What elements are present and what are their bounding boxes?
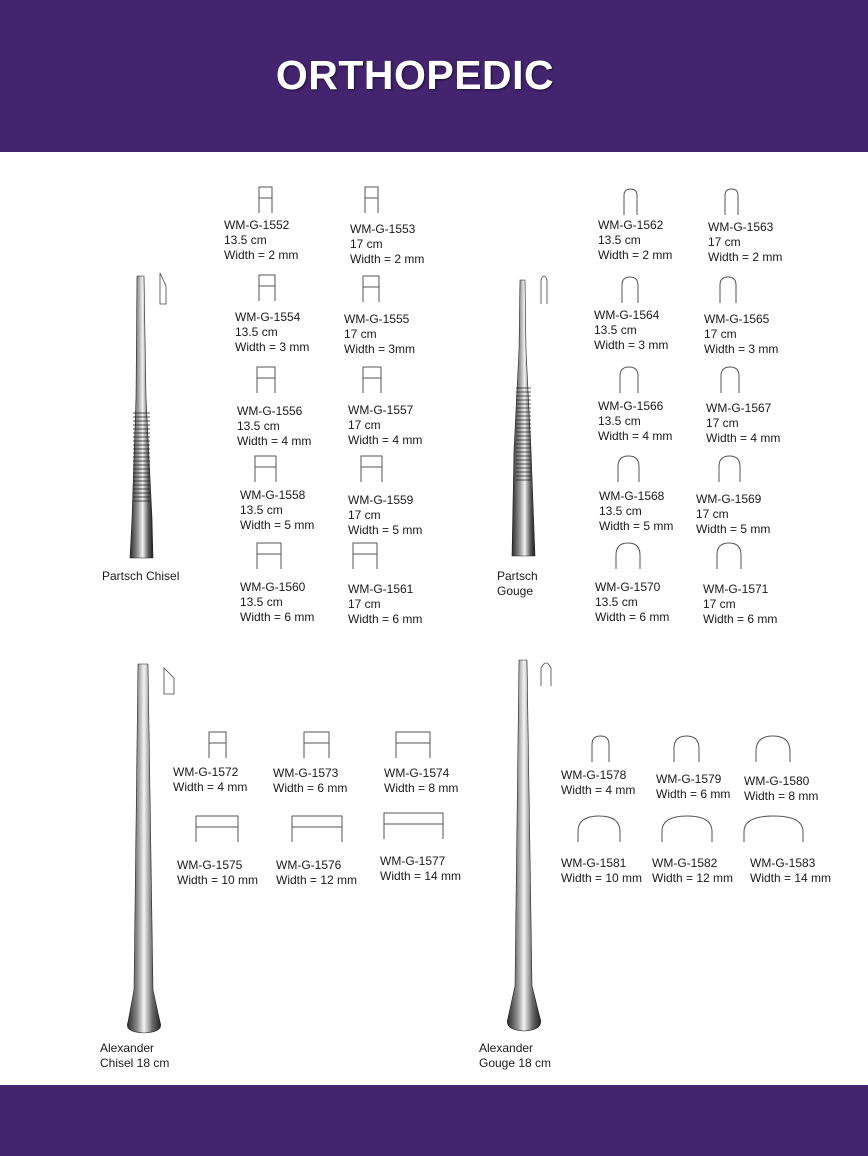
chisel-profile-icon — [256, 366, 276, 394]
product-code: WM-G-1573 — [273, 766, 339, 780]
product-item — [276, 858, 357, 888]
chisel-profile-icon — [362, 366, 382, 394]
product-width: Width = 12 mm — [276, 873, 358, 887]
gouge-profile-icon — [623, 188, 638, 216]
product-code: WM-G-1572 — [173, 765, 239, 779]
product-item — [344, 312, 415, 357]
product-item — [599, 489, 673, 534]
section-name-label — [100, 1041, 169, 1071]
product-width: Width = 10 mm — [561, 871, 643, 885]
product-item — [348, 582, 422, 627]
product-item — [704, 312, 778, 357]
product-code: WM-G-1560 — [240, 580, 306, 594]
product-length: 13.5 cm — [598, 414, 641, 428]
product-code: WM-G-1576 — [276, 858, 342, 872]
section-name-line: Alexander — [100, 1041, 155, 1055]
chisel-profile-icon — [291, 815, 343, 843]
product-item — [224, 218, 298, 263]
product-length: 17 cm — [703, 597, 736, 611]
product-code: WM-G-1553 — [350, 222, 416, 236]
product-width: Width = 5 mm — [240, 518, 315, 532]
product-width: Width = 6 mm — [273, 781, 348, 795]
gouge-profile-icon — [718, 455, 741, 483]
product-item — [703, 582, 777, 627]
section-name-line: Partsch Chisel — [102, 569, 180, 583]
section-name-line: Chisel 18 cm — [100, 1056, 170, 1070]
product-item — [561, 856, 642, 886]
product-code: WM-G-1557 — [348, 403, 414, 417]
product-item — [348, 403, 422, 448]
gouge-profile-icon — [673, 735, 700, 763]
product-length: 13.5 cm — [598, 233, 641, 247]
product-code: WM-G-1559 — [348, 493, 414, 507]
product-length: 17 cm — [696, 507, 729, 521]
product-item — [348, 493, 422, 538]
page-title: ORTHOPEDIC — [275, 52, 555, 98]
gouge-profile-icon — [577, 815, 621, 843]
product-width: Width = 14 mm — [380, 869, 462, 883]
chisel-profile-icon — [383, 812, 444, 840]
product-length: 17 cm — [344, 327, 377, 341]
product-code: WM-G-1565 — [704, 312, 770, 326]
product-width: Width = 2 mm — [598, 248, 673, 262]
product-width: Width = 5 mm — [696, 522, 771, 536]
section-name-label — [497, 569, 538, 599]
product-item — [273, 766, 347, 796]
product-code: WM-G-1556 — [237, 404, 303, 418]
product-width: Width = 8 mm — [744, 789, 819, 803]
section-name-line: Gouge 18 cm — [479, 1056, 552, 1070]
product-code: WM-G-1555 — [344, 312, 410, 326]
product-width: Width = 2 mm — [224, 248, 299, 262]
product-code: WM-G-1569 — [696, 492, 762, 506]
product-item — [380, 854, 461, 884]
alexander-gouge-image — [498, 656, 564, 1036]
gouge-profile-icon — [615, 542, 641, 570]
chisel-profile-icon — [208, 731, 227, 759]
gouge-profile-icon — [720, 366, 740, 394]
product-width: Width = 4 mm — [173, 780, 248, 794]
product-item — [706, 401, 780, 446]
product-width: Width = 4 mm — [561, 783, 636, 797]
gouge-profile-icon — [619, 366, 639, 394]
product-width: Width = 6 mm — [348, 612, 423, 626]
product-length: 17 cm — [348, 597, 381, 611]
product-item — [750, 856, 831, 886]
product-code: WM-G-1577 — [380, 854, 446, 868]
product-width: Width = 5 mm — [599, 519, 674, 533]
product-width: Width = 3 mm — [704, 342, 779, 356]
chisel-profile-icon — [360, 455, 383, 483]
product-code: WM-G-1566 — [598, 399, 664, 413]
product-item — [594, 308, 668, 353]
section-name-line: Partsch — [497, 569, 538, 583]
product-item — [598, 218, 672, 263]
gouge-profile-icon — [743, 815, 804, 843]
product-item — [384, 766, 458, 796]
product-width: Width = 12 mm — [652, 871, 734, 885]
gouge-profile-icon — [755, 735, 791, 763]
section-name-label — [102, 569, 179, 584]
product-item — [240, 488, 314, 533]
product-code: WM-G-1582 — [652, 856, 718, 870]
product-item — [561, 768, 635, 798]
gouge-profile-icon — [621, 276, 639, 304]
product-code: WM-G-1561 — [348, 582, 414, 596]
product-item — [708, 220, 782, 265]
footer-band — [0, 1085, 868, 1156]
product-item — [652, 856, 733, 886]
product-width: Width = 3 mm — [594, 338, 669, 352]
product-item — [656, 772, 730, 802]
product-code: WM-G-1581 — [561, 856, 627, 870]
product-code: WM-G-1575 — [177, 858, 243, 872]
section-name-label — [479, 1041, 551, 1071]
gouge-profile-icon — [617, 455, 640, 483]
partsch-gouge-image — [504, 270, 564, 564]
product-width: Width = 8 mm — [384, 781, 459, 795]
chisel-profile-icon — [352, 542, 378, 570]
product-width: Width = 3 mm — [235, 340, 310, 354]
product-code: WM-G-1574 — [384, 766, 450, 780]
product-length: 17 cm — [708, 235, 741, 249]
product-code: WM-G-1563 — [708, 220, 774, 234]
product-code: WM-G-1562 — [598, 218, 664, 232]
product-width: Width = 4 mm — [348, 433, 423, 447]
gouge-profile-icon — [716, 542, 742, 570]
product-item — [235, 310, 309, 355]
header-band — [0, 0, 868, 152]
product-code: WM-G-1578 — [561, 768, 627, 782]
product-code: WM-G-1558 — [240, 488, 306, 502]
section-name-line: Alexander — [479, 1041, 534, 1055]
product-width: Width = 14 mm — [750, 871, 832, 885]
partsch-chisel-image — [122, 268, 182, 564]
product-item — [595, 580, 669, 625]
product-code: WM-G-1580 — [744, 774, 810, 788]
product-item — [696, 492, 770, 537]
product-width: Width = 6 mm — [656, 787, 731, 801]
chisel-profile-icon — [254, 455, 277, 483]
product-length: 13.5 cm — [235, 325, 278, 339]
product-length: 13.5 cm — [237, 419, 280, 433]
product-width: Width = 6 mm — [240, 610, 315, 624]
product-length: 13.5 cm — [240, 595, 283, 609]
gouge-profile-icon — [719, 276, 737, 304]
chisel-profile-icon — [258, 186, 273, 214]
product-code: WM-G-1583 — [750, 856, 816, 870]
gouge-profile-icon — [591, 735, 610, 763]
product-item — [240, 580, 314, 625]
product-code: WM-G-1571 — [703, 582, 769, 596]
product-width: Width = 4 mm — [706, 431, 781, 445]
product-length: 13.5 cm — [240, 503, 283, 517]
product-code: WM-G-1570 — [595, 580, 661, 594]
product-length: 17 cm — [350, 237, 383, 251]
chisel-profile-icon — [258, 274, 276, 302]
gouge-profile-icon — [724, 188, 739, 216]
product-width: Width = 10 mm — [177, 873, 259, 887]
chisel-profile-icon — [364, 186, 379, 214]
product-length: 17 cm — [704, 327, 737, 341]
product-width: Width = 6 mm — [703, 612, 778, 626]
product-code: WM-G-1552 — [224, 218, 290, 232]
gouge-profile-icon — [661, 815, 713, 843]
product-code: WM-G-1554 — [235, 310, 301, 324]
product-item — [177, 858, 258, 888]
product-length: 13.5 cm — [224, 233, 267, 247]
product-width: Width = 6 mm — [595, 610, 670, 624]
alexander-chisel-image — [118, 660, 184, 1038]
product-length: 17 cm — [348, 418, 381, 432]
product-length: 13.5 cm — [594, 323, 637, 337]
chisel-profile-icon — [362, 275, 380, 303]
product-item — [237, 404, 311, 449]
chisel-profile-icon — [256, 542, 282, 570]
chisel-profile-icon — [195, 815, 239, 843]
product-item — [744, 774, 818, 804]
product-width: Width = 4 mm — [237, 434, 312, 448]
product-code: WM-G-1579 — [656, 772, 722, 786]
product-width: Width = 3mm — [344, 342, 416, 356]
product-code: WM-G-1568 — [599, 489, 665, 503]
product-code: WM-G-1567 — [706, 401, 772, 415]
product-width: Width = 2 mm — [350, 252, 425, 266]
product-code: WM-G-1564 — [594, 308, 660, 322]
section-name-line: Gouge — [497, 584, 534, 598]
chisel-profile-icon — [303, 731, 330, 759]
product-width: Width = 4 mm — [598, 429, 673, 443]
product-width: Width = 5 mm — [348, 523, 423, 537]
product-length: 13.5 cm — [595, 595, 638, 609]
product-item — [173, 765, 247, 795]
product-item — [598, 399, 672, 444]
product-length: 17 cm — [706, 416, 739, 430]
product-length: 13.5 cm — [599, 504, 642, 518]
product-length: 17 cm — [348, 508, 381, 522]
product-width: Width = 2 mm — [708, 250, 783, 264]
chisel-profile-icon — [395, 731, 431, 759]
product-item — [350, 222, 424, 267]
